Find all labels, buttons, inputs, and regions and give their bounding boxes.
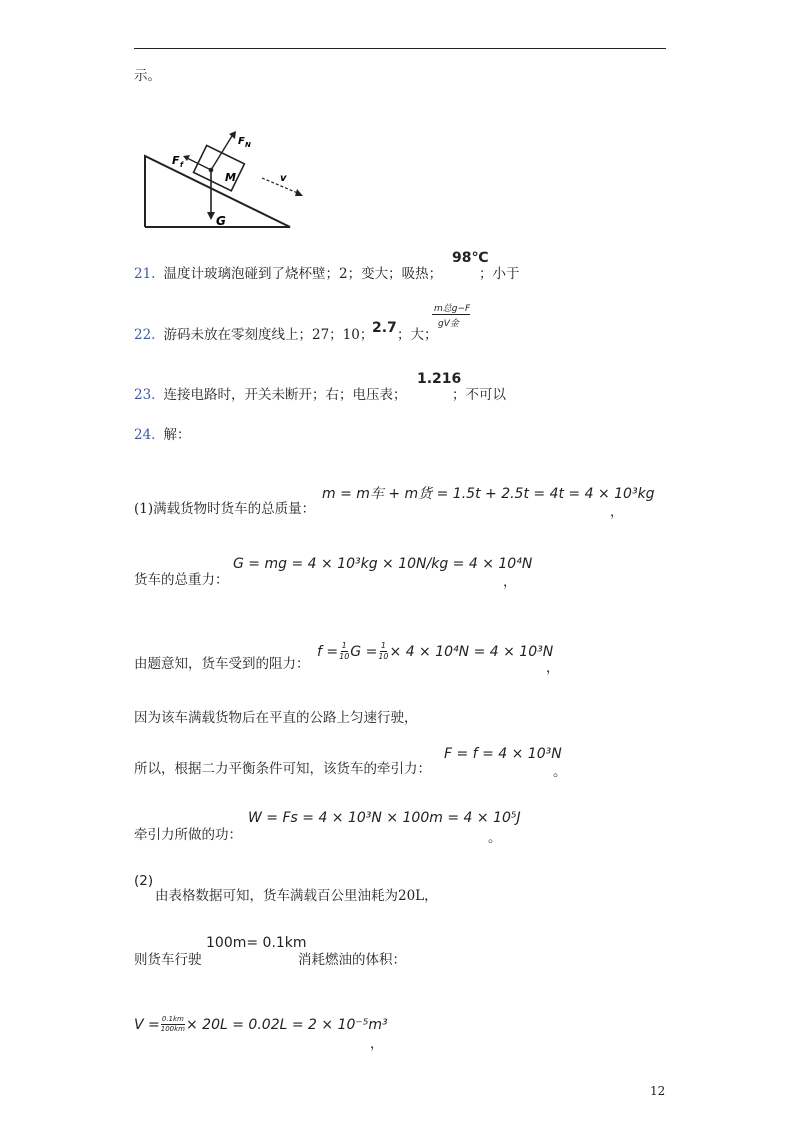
punctuation: ， [503,574,517,590]
question-number: 21. [134,266,156,282]
incline-force-diagram [140,124,310,234]
fraction [378,641,388,662]
answer-text: 温度计玻璃泡碰到了烧杯壁；2；变大；吸热； [163,266,443,282]
formula-part: G = [350,643,378,660]
punctuation: ， [546,660,560,676]
punctuation: 。 [488,830,502,846]
question-number: 23. [134,387,156,403]
gravity-label: G [216,214,226,228]
answer-21 [134,262,442,282]
solution-p6-formula: W = Fs = 4 × 10³N × 100m = 4 × 10⁵J [248,810,521,826]
solution-p3-label: 由题意知，货车受到的阻力： [134,656,310,672]
answer-23 [134,383,406,403]
question-number: 24. [134,427,156,443]
solution-p8-label: 则货车行驶 [134,952,202,968]
fraction-denominator: 10 [339,652,350,661]
velocity-label: v [280,173,287,184]
fraction-numerator: 1 [341,641,347,650]
continuation-text: 示。 [134,68,161,84]
mass-label: M [225,171,236,184]
punctuation: ， [610,504,624,520]
answer-21-temperature: 98℃ [452,250,489,266]
answer-23-tail: ；不可以 [452,387,506,403]
fraction [339,641,349,662]
friction-sub: f [180,161,184,169]
solution-p7-text: 由表格数据可知，货车满载百公里油耗为20L， [155,888,438,904]
answer-text: 连接电路时，开关未断开；右；电压表； [163,387,407,403]
punctuation: 。 [553,764,567,780]
formula-part: × 20L = 0.02L = 2 × 10⁻⁵m³ [186,1016,388,1033]
answer-text: 游码未放在零刻度线上；27；10； [163,327,374,343]
answer-24 [134,423,190,443]
solution-p2-formula: G = mg = 4 × 10³kg × 10N/kg = 4 × 10⁴N [233,556,533,572]
punctuation: ， [370,1036,384,1052]
solution-p2-label: 货车的总重力： [134,572,229,588]
page-number: 12 [650,1084,666,1098]
friction-label: F [172,154,180,167]
normal-force-label: F [238,136,245,147]
solution-p5-formula: F = f = 4 × 10³N [444,746,562,762]
solution-p7-label: (2) [134,873,154,889]
solution-p1-label: (1)满载货物时货车的总质量： [134,501,316,517]
answer-22-fraction-numerator: m总g−F [434,304,471,314]
solution-p1-formula: m = m车 + m货 = 1.5t + 2.5t = 4t = 4 × 10³kg [322,486,655,502]
fraction-numerator: 1 [380,641,386,650]
answer-23-power: 1.216 [417,371,462,387]
solution-p5-label: 所以，根据二力平衡条件可知，该货车的牵引力： [134,761,431,777]
answer-22 [134,323,373,343]
fraction-denominator: 100km [160,1025,185,1033]
solution-p8-formula: 100m= 0.1km [206,935,307,951]
fraction-denominator: 10 [378,652,389,661]
solution-p9-formula [134,1015,388,1034]
answer-22-fraction-denominator: gV金 [438,319,459,329]
normal-force-sub: N [245,141,251,149]
answer-22-density: 2.7 [372,320,397,336]
header-rule [134,48,666,49]
fraction-bar [432,314,470,315]
answer-text: 解： [163,427,191,443]
solution-p8-tail: 消耗燃油的体积： [298,952,406,968]
solution-p6-label: 牵引力所做的功： [134,827,242,843]
fraction [161,1015,185,1034]
formula-part: V = [134,1016,160,1033]
answer-21-tail: ；小于 [479,266,520,282]
formula-part: × 4 × 10⁴N = 4 × 10³N [389,643,554,660]
solution-p4: 因为该车满载货物后在平直的公路上匀速行驶， [134,710,418,726]
fraction-numerator: 0.1km [161,1015,184,1023]
solution-p3-formula [317,641,553,662]
question-number: 22. [134,327,156,343]
answer-22-mid: ；大； [397,327,438,343]
formula-part: f = [317,643,339,660]
